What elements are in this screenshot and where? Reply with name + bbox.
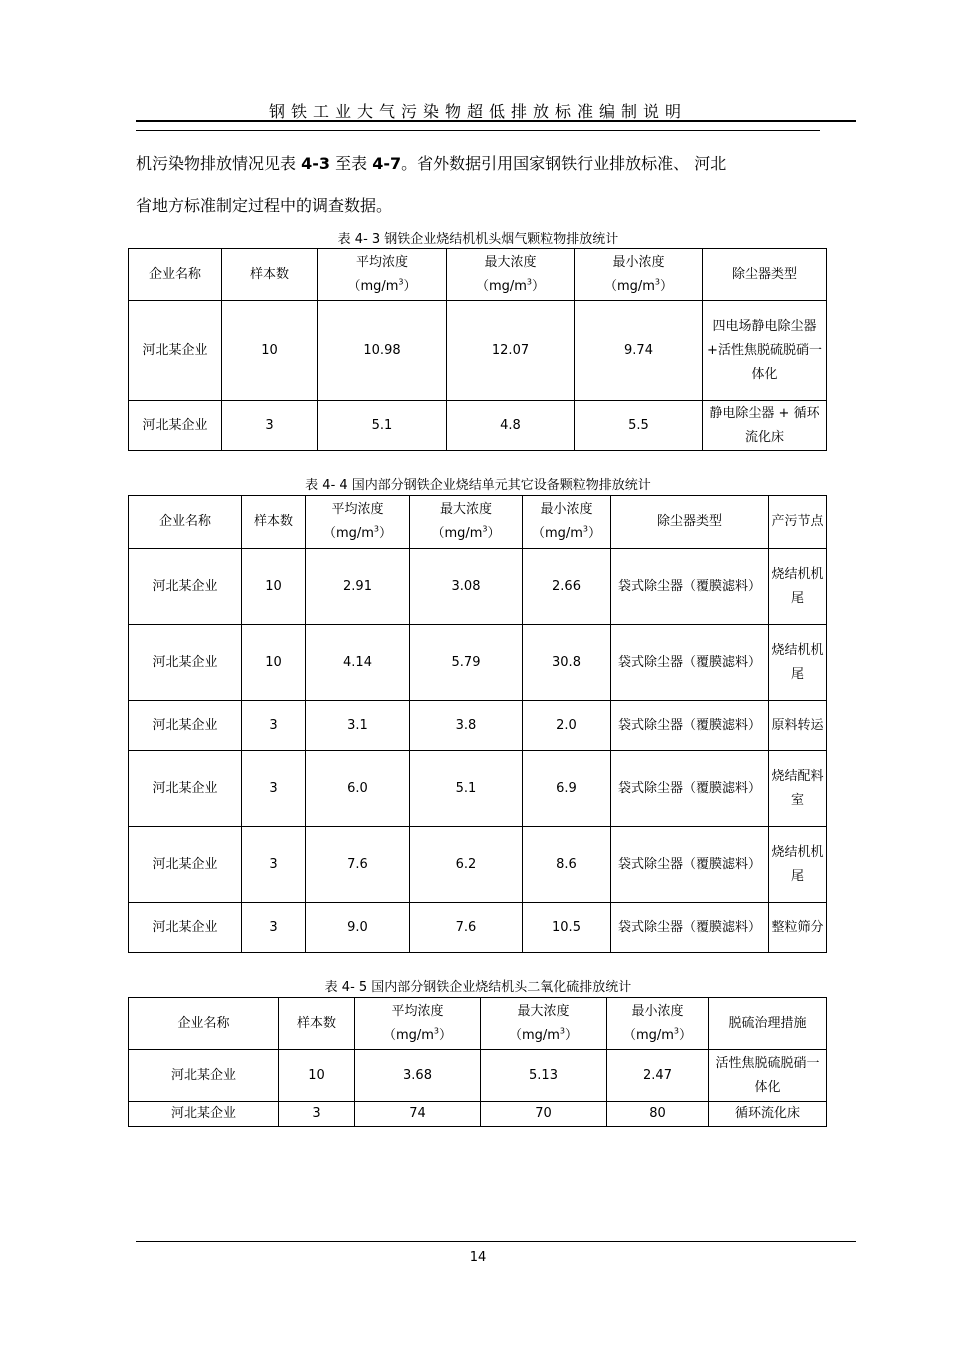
header-rule xyxy=(136,120,856,122)
cell-name: 河北某企业 xyxy=(129,903,242,953)
header-cell: 最大浓度 $(mg/m^3)$ xyxy=(447,249,575,301)
cell-type: 袋式除尘器（覆膜滤料） xyxy=(611,827,769,903)
cell-max: 7.6 xyxy=(410,903,523,953)
header-cell: 样本数 xyxy=(242,496,306,549)
cell-node: 整粒筛分 xyxy=(769,903,827,953)
header-cell: 企业名称 xyxy=(129,249,222,301)
table-header-row xyxy=(129,998,827,1050)
header-cell: 最大浓度 $(mg/m^3)$ xyxy=(410,496,523,549)
cell-min: 5.5 xyxy=(575,401,703,451)
page-number: 14 xyxy=(469,1250,487,1265)
table-row xyxy=(129,903,827,953)
header-cell: 除尘器类型 xyxy=(703,249,827,301)
cell-node: 烧结机机尾 xyxy=(769,549,827,625)
cell-min: 2.66 xyxy=(523,549,611,625)
cell-name: 河北某企业 xyxy=(129,1050,279,1102)
table-header-row xyxy=(129,496,827,549)
cell-max: 4.8 xyxy=(447,401,575,451)
intro-text-b: 。省外数据引用国家钢铁行业排放标准、 河北 xyxy=(401,154,727,173)
cell-node: 烧结配料室 xyxy=(769,751,827,827)
table-4-4-caption: 表 4- 4 国内部分钢铁企业烧结单元其它设备颗粒物排放统计 xyxy=(305,478,651,493)
cell-min: 2.0 xyxy=(523,701,611,751)
cell-min: 30.8 xyxy=(523,625,611,701)
cell-samples: 3 xyxy=(279,1102,355,1127)
header-cell: 最小浓度 $(mg/m^3)$ xyxy=(575,249,703,301)
cell-avg: 10.98 xyxy=(318,301,447,401)
table-row xyxy=(129,701,827,751)
cell-type: 袋式除尘器（覆膜滤料） xyxy=(611,903,769,953)
intro-ref-1: 4-3 xyxy=(301,154,331,173)
header-rule-thin xyxy=(136,130,820,131)
cell-avg: 7.6 xyxy=(306,827,410,903)
intro-text-a: 机污染物排放情况见表 xyxy=(136,154,297,173)
cell-measure: 活性焦脱硫脱硝一体化 xyxy=(709,1050,827,1102)
cell-samples: 3 xyxy=(242,903,306,953)
cell-type: 袋式除尘器（覆膜滤料） xyxy=(611,549,769,625)
cell-avg: 4.14 xyxy=(306,625,410,701)
cell-samples: 3 xyxy=(242,701,306,751)
table-row xyxy=(129,625,827,701)
cell-name: 河北某企业 xyxy=(129,827,242,903)
cell-type: 袋式除尘器（覆膜滤料） xyxy=(611,751,769,827)
cell-name: 河北某企业 xyxy=(129,1102,279,1127)
table-4-3 xyxy=(128,248,827,451)
cell-min: 10.5 xyxy=(523,903,611,953)
cell-avg: 9.0 xyxy=(306,903,410,953)
header-cell: 企业名称 xyxy=(129,496,242,549)
cell-samples: 10 xyxy=(242,549,306,625)
table-row xyxy=(129,549,827,625)
cell-name: 河北某企业 xyxy=(129,625,242,701)
header-cell: 最大浓度 $(mg/m^3)$ xyxy=(481,998,607,1050)
cell-min: 2.47 xyxy=(607,1050,709,1102)
cell-name: 河北某企业 xyxy=(129,549,242,625)
cell-avg: 3.68 xyxy=(355,1050,481,1102)
cell-avg: 74 xyxy=(355,1102,481,1127)
intro-ref-2: 4-7 xyxy=(372,154,402,173)
cell-samples: 3 xyxy=(222,401,318,451)
table-row xyxy=(129,1050,827,1102)
table-row xyxy=(129,751,827,827)
cell-type: 四电场静电除尘器 +活性焦脱硫脱硝一体化 xyxy=(703,301,827,401)
page-header-title: 钢铁工业大气污染物超低排放标准编制说明 xyxy=(268,102,687,121)
cell-max: 5.13 xyxy=(481,1050,607,1102)
table-row xyxy=(129,401,827,451)
table-4-4 xyxy=(128,495,827,953)
cell-avg: 5.1 xyxy=(318,401,447,451)
cell-avg: 6.0 xyxy=(306,751,410,827)
table-4-5 xyxy=(128,997,827,1127)
cell-avg: 2.91 xyxy=(306,549,410,625)
header-cell: 最小浓度 $(mg/m^3)$ xyxy=(523,496,611,549)
intro-text-mid: 至表 xyxy=(335,154,368,173)
cell-min: 9.74 xyxy=(575,301,703,401)
cell-max: 3.8 xyxy=(410,701,523,751)
table-4-3-caption: 表 4- 3 钢铁企业烧结机机头烟气颗粒物排放统计 xyxy=(337,232,619,247)
cell-samples: 3 xyxy=(242,751,306,827)
header-cell: 样本数 xyxy=(279,998,355,1050)
cell-max: 70 xyxy=(481,1102,607,1127)
cell-type: 袋式除尘器（覆膜滤料） xyxy=(611,625,769,701)
cell-max: 6.2 xyxy=(410,827,523,903)
header-cell: 平均浓度 $(mg/m^3)$ xyxy=(306,496,410,549)
cell-samples: 3 xyxy=(242,827,306,903)
table-row xyxy=(129,1102,827,1127)
header-cell: 样本数 xyxy=(222,249,318,301)
header-cell: 平均浓度 $(mg/m^3)$ xyxy=(355,998,481,1050)
cell-type: 袋式除尘器（覆膜滤料） xyxy=(611,701,769,751)
cell-name: 河北某企业 xyxy=(129,401,222,451)
header-cell: 平均浓度 $(mg/m^3)$ xyxy=(318,249,447,301)
cell-samples: 10 xyxy=(242,625,306,701)
header-cell: 企业名称 xyxy=(129,998,279,1050)
cell-avg: 3.1 xyxy=(306,701,410,751)
header-cell: 脱硫治理措施 xyxy=(709,998,827,1050)
footer-rule xyxy=(136,1241,856,1242)
header-cell: 产污节点 xyxy=(769,496,827,549)
table-row xyxy=(129,301,827,401)
cell-type: 静电除尘器 + 循环流化床 xyxy=(703,401,827,451)
cell-node: 烧结机机尾 xyxy=(769,827,827,903)
cell-min: 6.9 xyxy=(523,751,611,827)
header-cell: 最小浓度 $(mg/m^3)$ xyxy=(607,998,709,1050)
table-header-row xyxy=(129,249,827,301)
cell-measure: 循环流化床 xyxy=(709,1102,827,1127)
header-cell: 除尘器类型 xyxy=(611,496,769,549)
cell-max: 5.79 xyxy=(410,625,523,701)
intro-paragraph-line1 xyxy=(136,144,826,184)
cell-name: 河北某企业 xyxy=(129,751,242,827)
cell-max: 12.07 xyxy=(447,301,575,401)
table-4-5-caption: 表 4- 5 国内部分钢铁企业烧结机头二氧化硫排放统计 xyxy=(324,980,632,995)
cell-name: 河北某企业 xyxy=(129,301,222,401)
cell-node: 烧结机机尾 xyxy=(769,625,827,701)
cell-name: 河北某企业 xyxy=(129,701,242,751)
cell-min: 8.6 xyxy=(523,827,611,903)
cell-samples: 10 xyxy=(222,301,318,401)
table-row xyxy=(129,827,827,903)
cell-max: 3.08 xyxy=(410,549,523,625)
cell-min: 80 xyxy=(607,1102,709,1127)
cell-samples: 10 xyxy=(279,1050,355,1102)
cell-max: 5.1 xyxy=(410,751,523,827)
intro-paragraph-line2: 省地方标准制定过程中的调查数据。 xyxy=(136,196,393,215)
cell-node: 原料转运 xyxy=(769,701,827,751)
